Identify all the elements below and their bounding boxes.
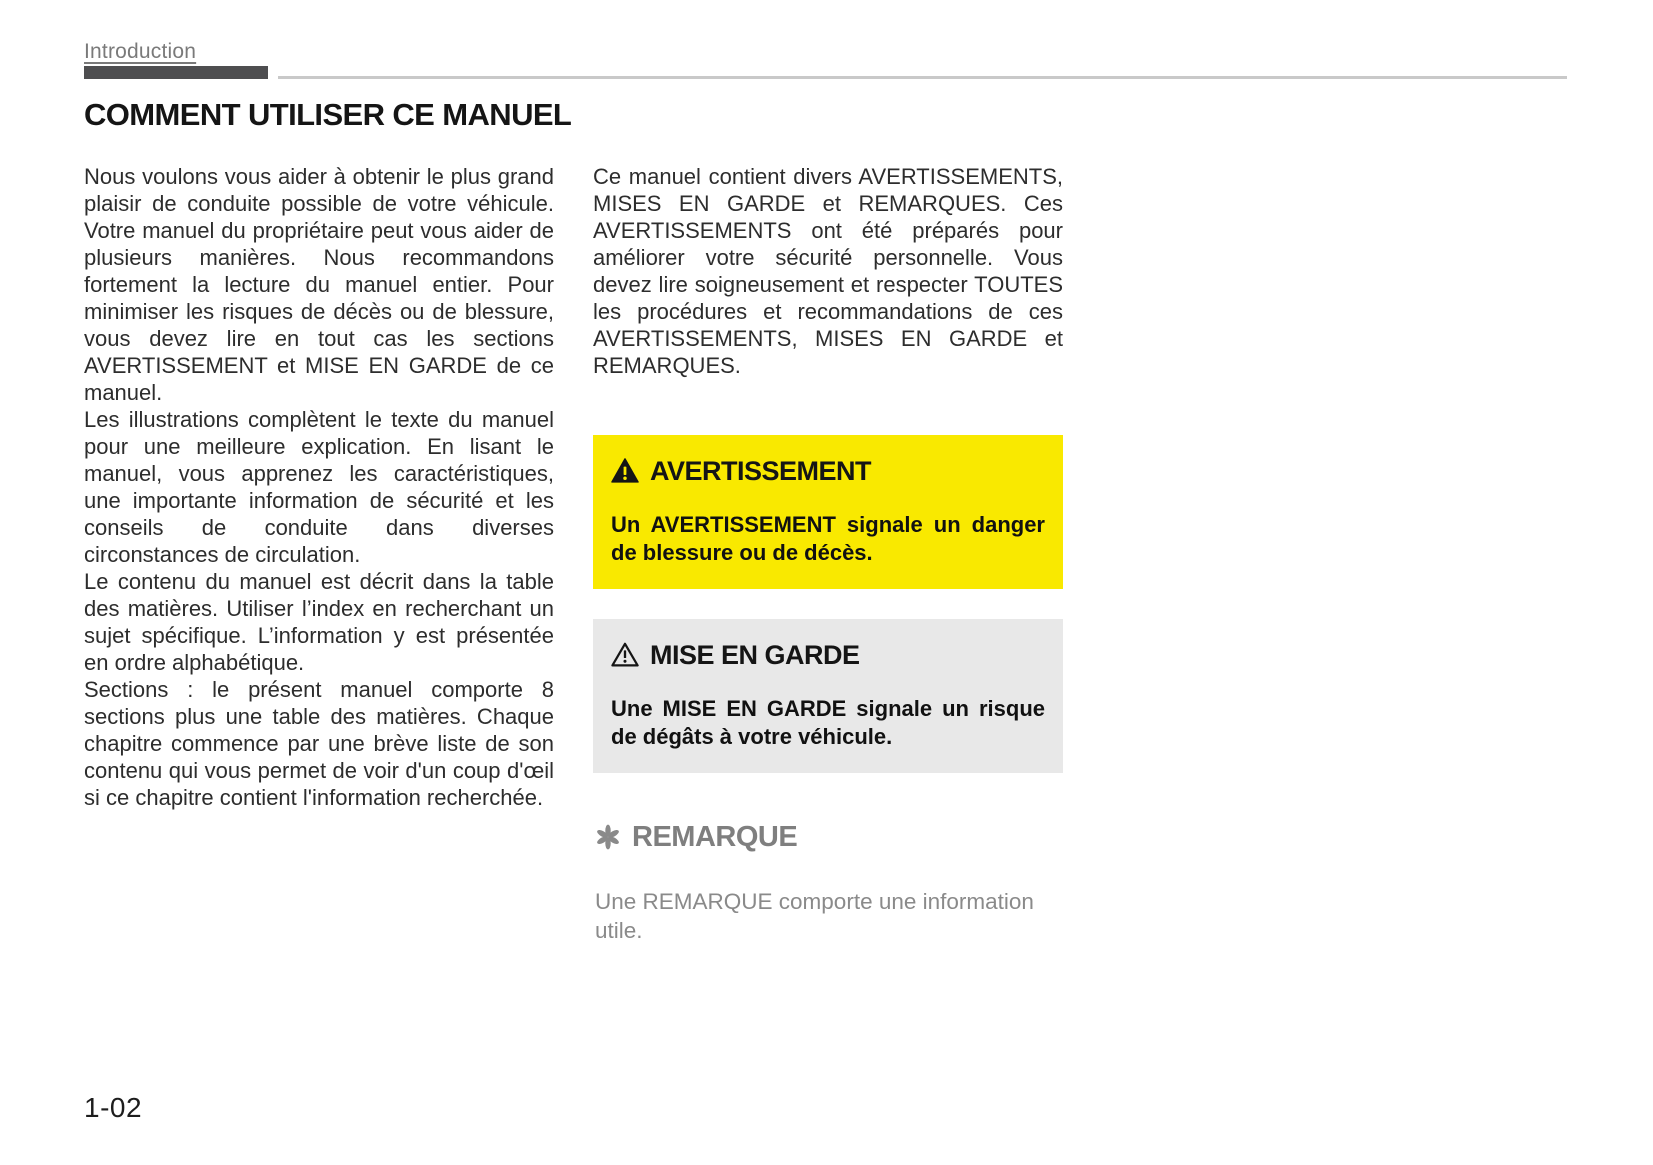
asterisk-icon [595, 824, 621, 850]
left-column [84, 163, 554, 945]
right-column [593, 163, 1063, 945]
warning-triangle-filled-icon [611, 457, 639, 485]
caution-body: Une MISE EN GARDE signale un risque de dégâts à votre véhicule. [611, 696, 1045, 749]
paragraph: Sections : le présent manuel comporte 8 sections plus une table des matières. Chaque chapitre commence par une brève liste de son contenu qui vous permet de voir d'un coup d'œil si ce chapitre contient l'information recherchée. [84, 677, 554, 810]
body-columns [84, 163, 1063, 945]
warning-body: Un AVERTISSEMENT signale un danger de blessure ou de décès. [611, 512, 1045, 565]
note-title: REMARQUE [632, 821, 798, 853]
caution-callout-box [593, 619, 1063, 773]
header-divider [278, 76, 1567, 79]
paragraph: Nous voulons vous aider à obtenir le plus grand plaisir de conduite possible de votre véhicule. Votre manuel du propriétaire peut vous aider de plusieurs manières. Nous recommandons fortement la lecture du manuel entier. Pour minimiser les risques de décès ou de blessure, vous devez lire en tout cas les sections AVERTISSEMENT et MISE EN GARDE de ce manuel. [84, 164, 554, 405]
caution-title: MISE EN GARDE [650, 640, 860, 670]
page-title: COMMENT UTILISER CE MANUEL [84, 97, 572, 132]
warning-triangle-outline-icon [611, 641, 639, 669]
warning-callout-box [593, 435, 1063, 589]
paragraph: Les illustrations complètent le texte du manuel pour une meilleure explication. En lisant le manuel, vous apprenez les caractéristiques, une importante information de sécurité et les conseils de conduite dans diverses circonstances de circulation. [84, 407, 554, 567]
section-label: Introduction [84, 40, 197, 63]
warning-title: AVERTISSEMENT [650, 456, 872, 486]
note-header [595, 821, 1061, 853]
note-body: Une REMARQUE comporte une information utile. [595, 889, 1034, 943]
warning-callout-header [611, 455, 1045, 487]
page-number: 1-02 [84, 1092, 143, 1123]
section-tab-bar [84, 66, 268, 79]
paragraph: Le contenu du manuel est décrit dans la table des matières. Utiliser l’index en recherchant un sujet spécifique. L’information y est présentée en ordre alphabétique. [84, 569, 554, 675]
note-section [593, 821, 1063, 945]
caution-callout-header [611, 639, 1045, 671]
paragraph: Ce manuel contient divers AVERTISSEMENTS, MISES EN GARDE et REMARQUES. Ces AVERTISSEMENTS ont été préparés pour améliorer votre sécurité personnelle. Vous devez lire soigneusement et respecter TOUTES les procédures et recommandations de ces AVERTISSEMENTS, MISES EN GARDE et REMARQUES. [593, 164, 1063, 378]
